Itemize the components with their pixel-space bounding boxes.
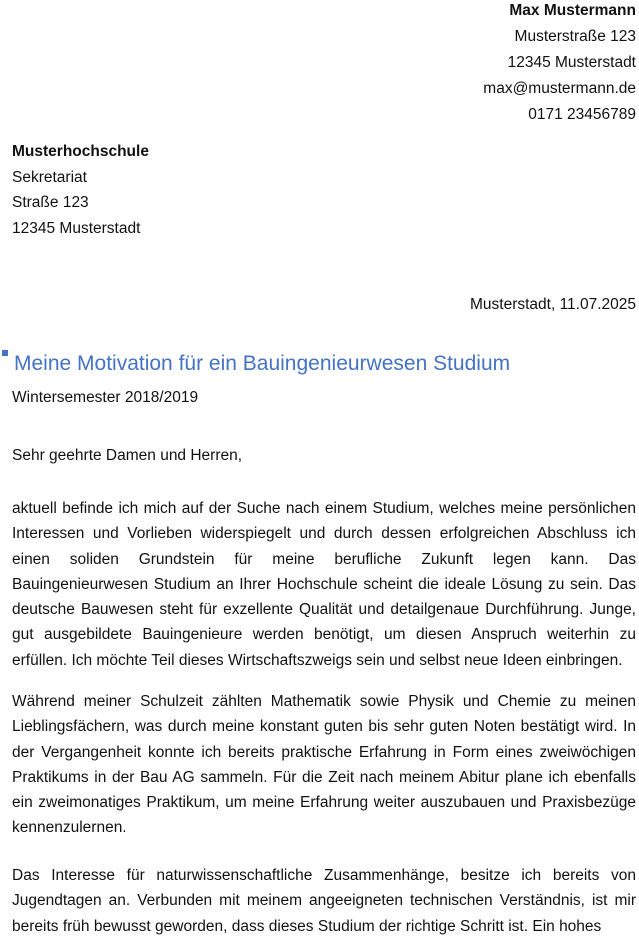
sender-address [483, 0, 636, 130]
letter-title: Meine Motivation für ein Bauingenieurwesen Studium [14, 352, 511, 375]
body-paragraph-1: aktuell befinde ich mich auf der Suche nach einem Studium, welches meine persönlichen Interessen und Vorlieben widerspiegelt und durch dessen erfolgreichen Abschluss ich einen soliden Grundstein für meine berufliche Zukunft legen kann. Das Bauingenieurwesen Studium an Ihrer Hochschule scheint die ideale Lösung zu sein. Das deutsche Bauwesen steht für exzellente Qualität und detailgenaue Durchführung. Junge, gut ausgebildete Bauingenieure werden benötigt, um diesen Anspruch weiterhin zu erfüllen. Ich möchte Teil dieses Wirtschaftszweigs sein und selbst neue Ideen einbringen. [12, 500, 636, 669]
recipient-department: Sekretariat [12, 168, 87, 186]
letter-subtitle: Wintersemester 2018/2019 [12, 389, 199, 406]
sender-name: Max Mustermann [509, 2, 636, 19]
sender-phone: 0171 23456789 [528, 106, 636, 123]
salutation: Sehr geehrte Damen und Herren, [12, 447, 243, 464]
recipient-address [12, 141, 149, 243]
recipient-organization: Musterhochschule [12, 143, 149, 160]
recipient-street: Straße 123 [12, 194, 89, 211]
body-paragraph-2: Während meiner Schulzeit zählten Mathematik sowie Physik und Chemie zu meinen Lieblingsfächern, was durch meine konstant guten bis sehr guten Noten bestätigt wird. In der Vergangenheit konnte ich bereits praktische Erfahrung in Form eines zweiwöchigen Praktikums in der Bau AG sammeln. Für die Zeit nach meinem Abitur plane ich ebenfalls ein zweimonatiges Praktikum, um meine Erfahrung weiter auszubauen und Praxisbezüge kennenzulernen. [12, 693, 636, 837]
sender-street: Musterstraße 123 [514, 28, 636, 45]
sender-email: max@mustermann.de [483, 80, 636, 97]
body-paragraph-3: Das Interesse für naturwissenschaftliche Zusammenhänge, besitze ich bereits von Jugendtagen an. Verbunden mit meinem angeeigneten technischen Verständnis, ist mir bereits früh bewusst geworden, dass dieses Studium der richtige Schritt ist. Ein hohes [12, 867, 636, 935]
recipient-city: 12345 Musterstadt [12, 219, 141, 237]
heading-marker [2, 350, 8, 356]
letter-date: Musterstadt, 11.07.2025 [469, 296, 636, 313]
sender-city: 12345 Musterstadt [507, 54, 636, 71]
